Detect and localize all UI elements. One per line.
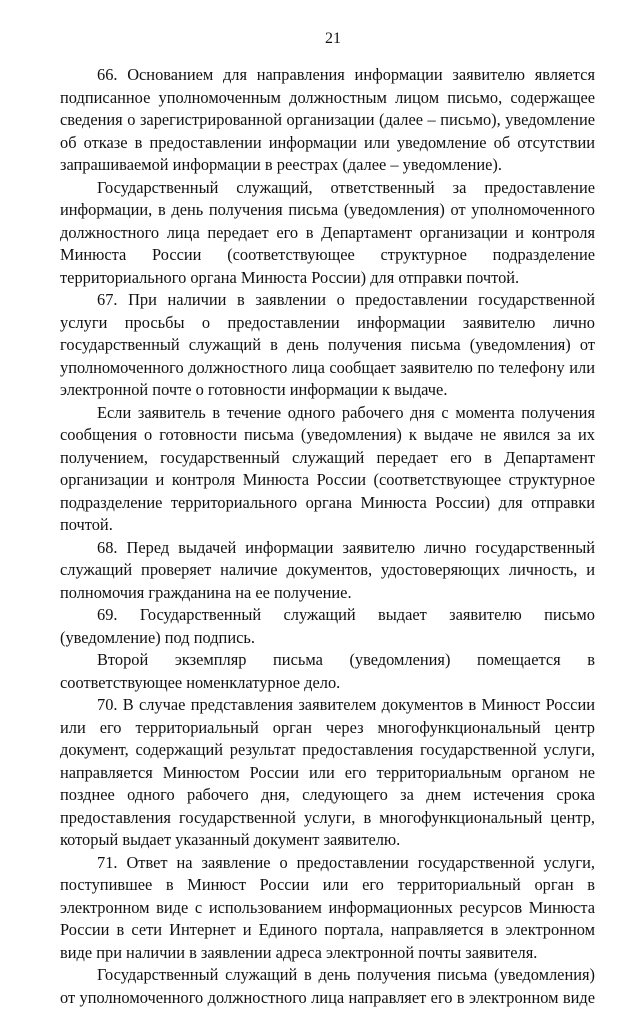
paragraph-71: 71. Ответ на заявление о предоставлении государственной услуги, поступившее в Минюст России или его территориальный орган в электронном виде с использованием информационных ресурсов Минюста России в сети Интернет и Единого портала, направляется в электронном виде при наличии в заявлении адреса электронной почты заявителя.: [60, 852, 595, 962]
paragraph-67: 67. При наличии в заявлении о предоставлении государственной услуги просьбы о предоставлении информации заявителю лично государственный служащий в день получения письма (уведомления) от уполномоченного должностного лица сообщает заявителю по телефону или электронной почте о готовности информации к выдаче.: [60, 290, 595, 399]
paragraph-71-cont: Государственный служащий в день получения письма (уведомления) от уполномоченного должностного лица направляет его в электронном виде: [60, 965, 595, 1007]
paragraph-66-cont: Государственный служащий, ответственный за предоставление информации, в день получения письма (уведомления) от уполномоченного должностного лица передает его в Департамент организации и контроля Минюста России (соответствующее структурное подразделение территориального органа Минюста России) для отправки почтой.: [60, 177, 595, 287]
paragraph-69-cont: Второй экземпляр письма (уведомления) помещается в соответствующее номенклатурное дело.: [60, 650, 595, 692]
paragraph-67-cont: Если заявитель в течение одного рабочего дня с момента получения сообщения о готовности письма (уведомления) к выдаче не явился за их получением, государственный служащий передает его в Департамент организации и контроля Минюста России (соответствующее структурное подразделение территориального органа Минюста России) для отправки почтой.: [60, 402, 595, 534]
paragraph-69: 69. Государственный служащий выдает заявителю письмо (уведомление) под подпись.: [60, 605, 595, 647]
document-body: [60, 64, 595, 1009]
paragraph-68: 68. Перед выдачей информации заявителю лично государственный служащий проверяет наличие документов, удостоверяющих личность, и полномочия гражданина на ее получение.: [60, 537, 595, 602]
page-number: 21: [325, 30, 341, 47]
paragraph-70: 70. В случае представления заявителем документов в Минюст России или его территориальный орган через многофункциональный центр документ, содержащий результат предоставления государственной услуги, направляется Минюстом России или его территориальным органом не позднее одного рабочего дня, следующего за днем истечения срока предоставления государственной услуги, в многофункциональный центр, который выдает указанный документ заявителю.: [60, 695, 595, 849]
paragraph-66: 66. Основанием для направления информации заявителю является подписанное уполномоченным должностным лицом письмо, содержащее сведения о зарегистрированной организации (далее – письмо), уведомление об отказе в предоставлении информации или уведомление об отсутствии запрашиваемой информации в реестрах (далее – уведомление).: [60, 65, 595, 174]
